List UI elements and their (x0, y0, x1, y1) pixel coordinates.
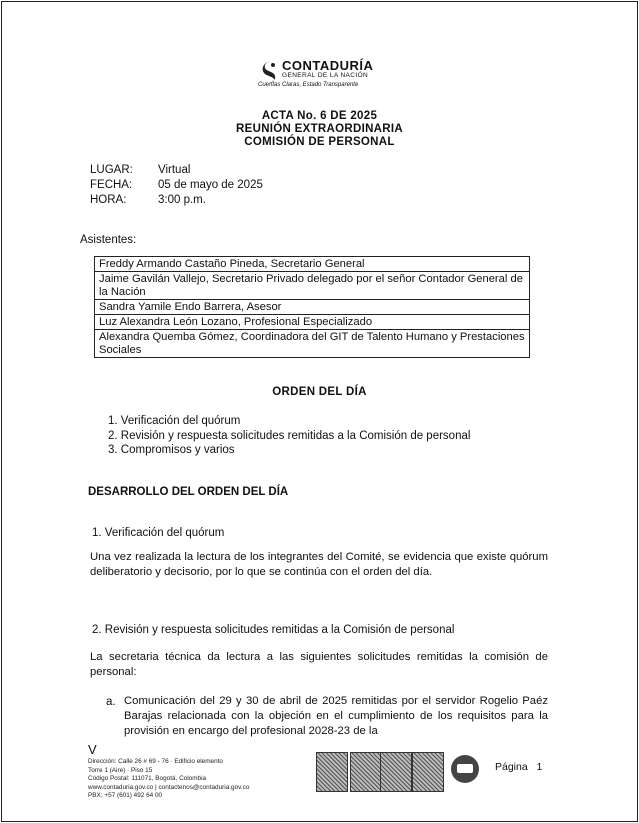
attendee-row: Sandra Yamile Endo Barrera, Asesor (95, 300, 529, 315)
footer-tower: Torre 1 (Aire) · Piso 15 (88, 766, 153, 774)
logo-tagline: Cuentas Claras, Estado Transparente (258, 82, 359, 88)
attendee-row: Alexandra Quemba Gómez, Coordinadora del GIT de Talento Humano y Prestaciones Sociales (99, 331, 525, 356)
document-subtitle-1: REUNIÓN EXTRAORDINARIA (236, 123, 403, 135)
iqnet-logo-icon (451, 755, 479, 783)
page-number-value: 1 (536, 761, 543, 773)
logo-mark-icon (258, 60, 280, 84)
hora-value: 3:00 p.m. (158, 194, 206, 206)
fecha-value: 05 de mayo de 2025 (158, 179, 263, 191)
document-title: ACTA No. 6 DE 2025 (261, 110, 378, 122)
certification-seal-icon (380, 752, 412, 792)
item2-title: 2. Revisión y respuesta solicitudes remitidas a la Comisión de personal (92, 624, 455, 636)
agenda-item: 2. Revisión y respuesta solicitudes remitidas a la Comisión de personal (108, 429, 471, 442)
footer-contact (88, 758, 249, 801)
page-label: Página (495, 761, 528, 773)
attendees-table (94, 256, 530, 358)
attendee-row: Freddy Armando Castaño Pineda, Secretario General (95, 257, 529, 272)
development-heading: DESARROLLO DEL ORDEN DEL DÍA (88, 486, 289, 498)
fecha-label: FECHA: (90, 179, 133, 191)
agenda-heading: ORDEN DEL DÍA (272, 386, 367, 398)
footer-web: www.contaduria.gov.co | contactenos@contaduria.gov.co (88, 783, 250, 791)
logo-title: CONTADURÍA (282, 58, 374, 73)
item2-paragraph: La secretaria técnica da lectura a las siguientes solicitudes remitidas la comisión de personal: (90, 651, 548, 678)
item1-title: 1. Verificación del quórum (92, 527, 225, 539)
handwritten-mark: V (88, 742, 97, 757)
item1-paragraph: Una vez realizada la lectura de los integrantes del Comité, se evidencia que existe quórum deliberatorio y decisorio, por lo que se continúa con el orden del día. (90, 551, 548, 578)
footer-postal: Código Postal: 111071, Bogotá, Colombia (88, 775, 207, 782)
attendees-label: Asistentes: (80, 234, 137, 246)
certification-seal-icon (350, 752, 382, 792)
footer-pbx: PBX: +57 (601) 492 64 00 (88, 792, 163, 799)
agenda-item: 3. Compromisos y varios (108, 444, 235, 456)
document-subtitle-2: COMISIÓN DE PERSONAL (244, 136, 395, 148)
agenda-list (108, 414, 470, 458)
attendee-row: Jaime Gavilán Vallejo, Secretario Privado delegado por el señor Contador General de la Nación (95, 272, 529, 300)
item2a-marker: a. (106, 696, 116, 708)
contaduria-logo (258, 58, 398, 92)
agenda-item: 1. Verificación del quórum (108, 415, 241, 427)
lugar-label: LUGAR: (90, 164, 133, 176)
certification-seal-icon (316, 752, 348, 792)
item2a-paragraph: Comunicación del 29 y 30 de abril de 2025 remitidas por el servidor Rogelio Paéz Barajas relacionada con la objeción en el cumplimiento de los requisitos para la provisión en encargo del profesional 2028-23 de la (124, 695, 548, 737)
certification-seal-icon (412, 752, 444, 792)
hora-label: HORA: (90, 194, 127, 206)
lugar-value: Virtual (158, 164, 191, 176)
logo-subtitle: GENERAL DE LA NACIÓN (282, 72, 369, 79)
footer-address: Dirección: Calle 26 # 69 - 76 · Edificio elemento (88, 758, 223, 765)
attendee-row: Luz Alexandra León Lozano, Profesional Especializado (95, 315, 529, 330)
page-number (495, 761, 542, 773)
